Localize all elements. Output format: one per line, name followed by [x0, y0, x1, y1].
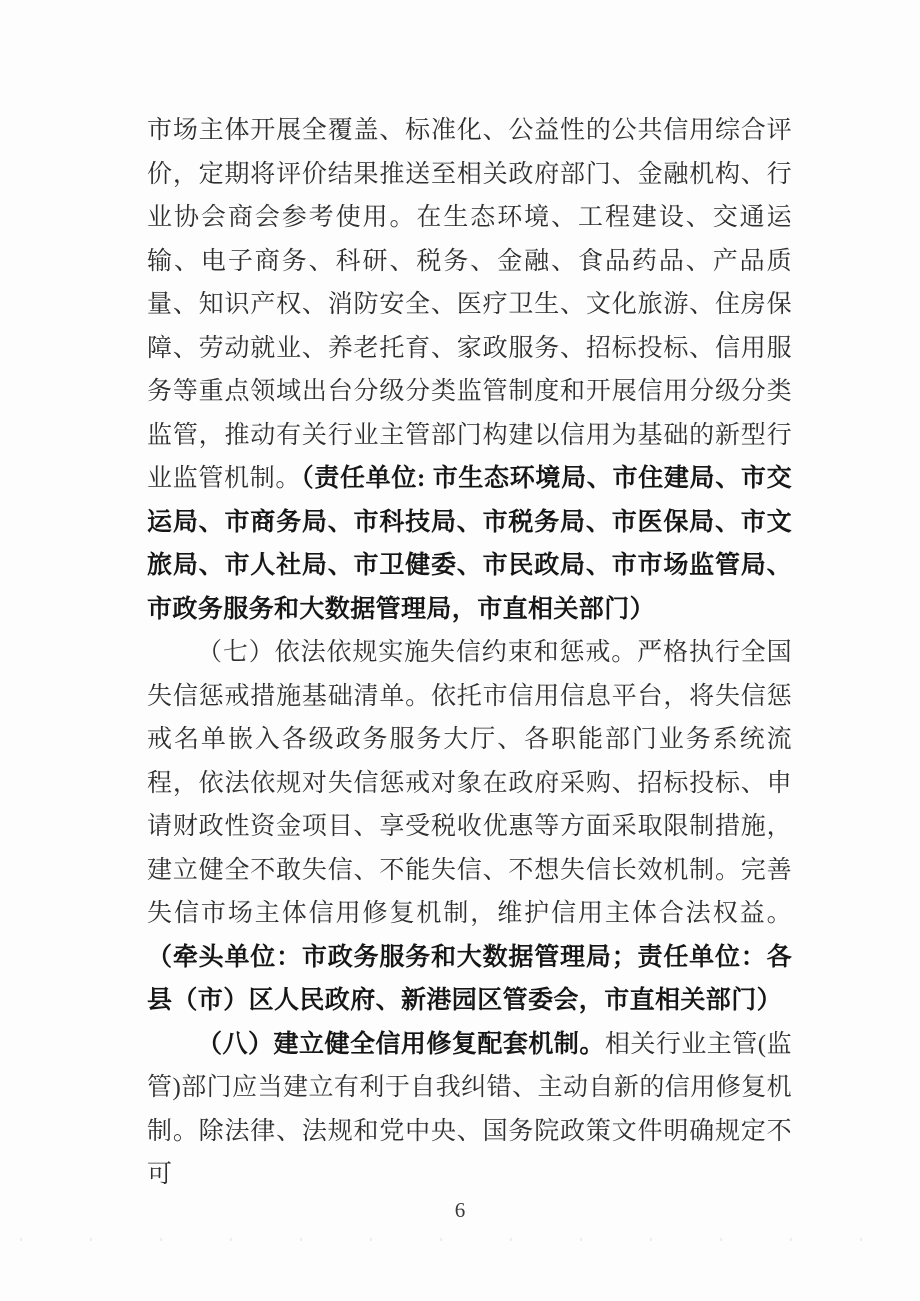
- text-run: （七）依法依规实施失信约束和惩戒。严格执行全国失信惩戒措施基础清单。依托市信用信息平台，将失信惩戒名单嵌入各级政务服务大厅、各职能部门业务系统流程，依法依规对失信惩戒对象在政府采购、招标投标、申请财政性资金项目、享受税收优惠等方面采取限制措施，建立健全不敢失信、不能失信、不想失信长效机制。完善失信市场主体信用修复机制，维护信用主体合法权益。: [147, 639, 792, 927]
- bold-text-run: （责任单位: 市生态环境局、市住建局、市交运局、市商务局、市科技局、市税务局、市医保局、市文旅局、市人社局、市卫健委、市民政局、市市场监管局、市政务服务和大数据管理局，市直相关部门）: [147, 465, 792, 623]
- text-run: 相关行业主管(监管)部门应当建立有利于自我纠错、主动自新的信用修复机制。除法律、法规和党中央、国务院政策文件明确规定不可: [147, 1030, 792, 1188]
- bold-text-run: （牵头单位：市政务服务和大数据管理局；责任单位：各县（市）区人民政府、新港园区管委会，市直相关部门）: [147, 943, 792, 1014]
- paragraph: [147, 1023, 792, 1197]
- paragraph: [147, 631, 792, 1023]
- page-number: 6: [454, 1198, 466, 1222]
- scan-noise-artifact: [20, 1238, 900, 1241]
- paragraph: [147, 109, 792, 631]
- text-run: 市场主体开展全覆盖、标准化、公益性的公共信用综合评价，定期将评价结果推送至相关政府部门、金融机构、行业协会商会参考使用。在生态环境、工程建设、交通运输、电子商务、科研、税务、金融、食品药品、产品质量、知识产权、消防安全、医疗卫生、文化旅游、住房保障、劳动就业、养老托育、家政服务、招标投标、信用服务等重点领域出台分级分类监管制度和开展信用分级分类监管，推动有关行业主管部门构建以信用为基础的新型行业监管机制。: [147, 117, 792, 492]
- document-body: [147, 109, 792, 1197]
- bold-text-run: （八）建立健全信用修复配套机制。: [197, 1030, 605, 1058]
